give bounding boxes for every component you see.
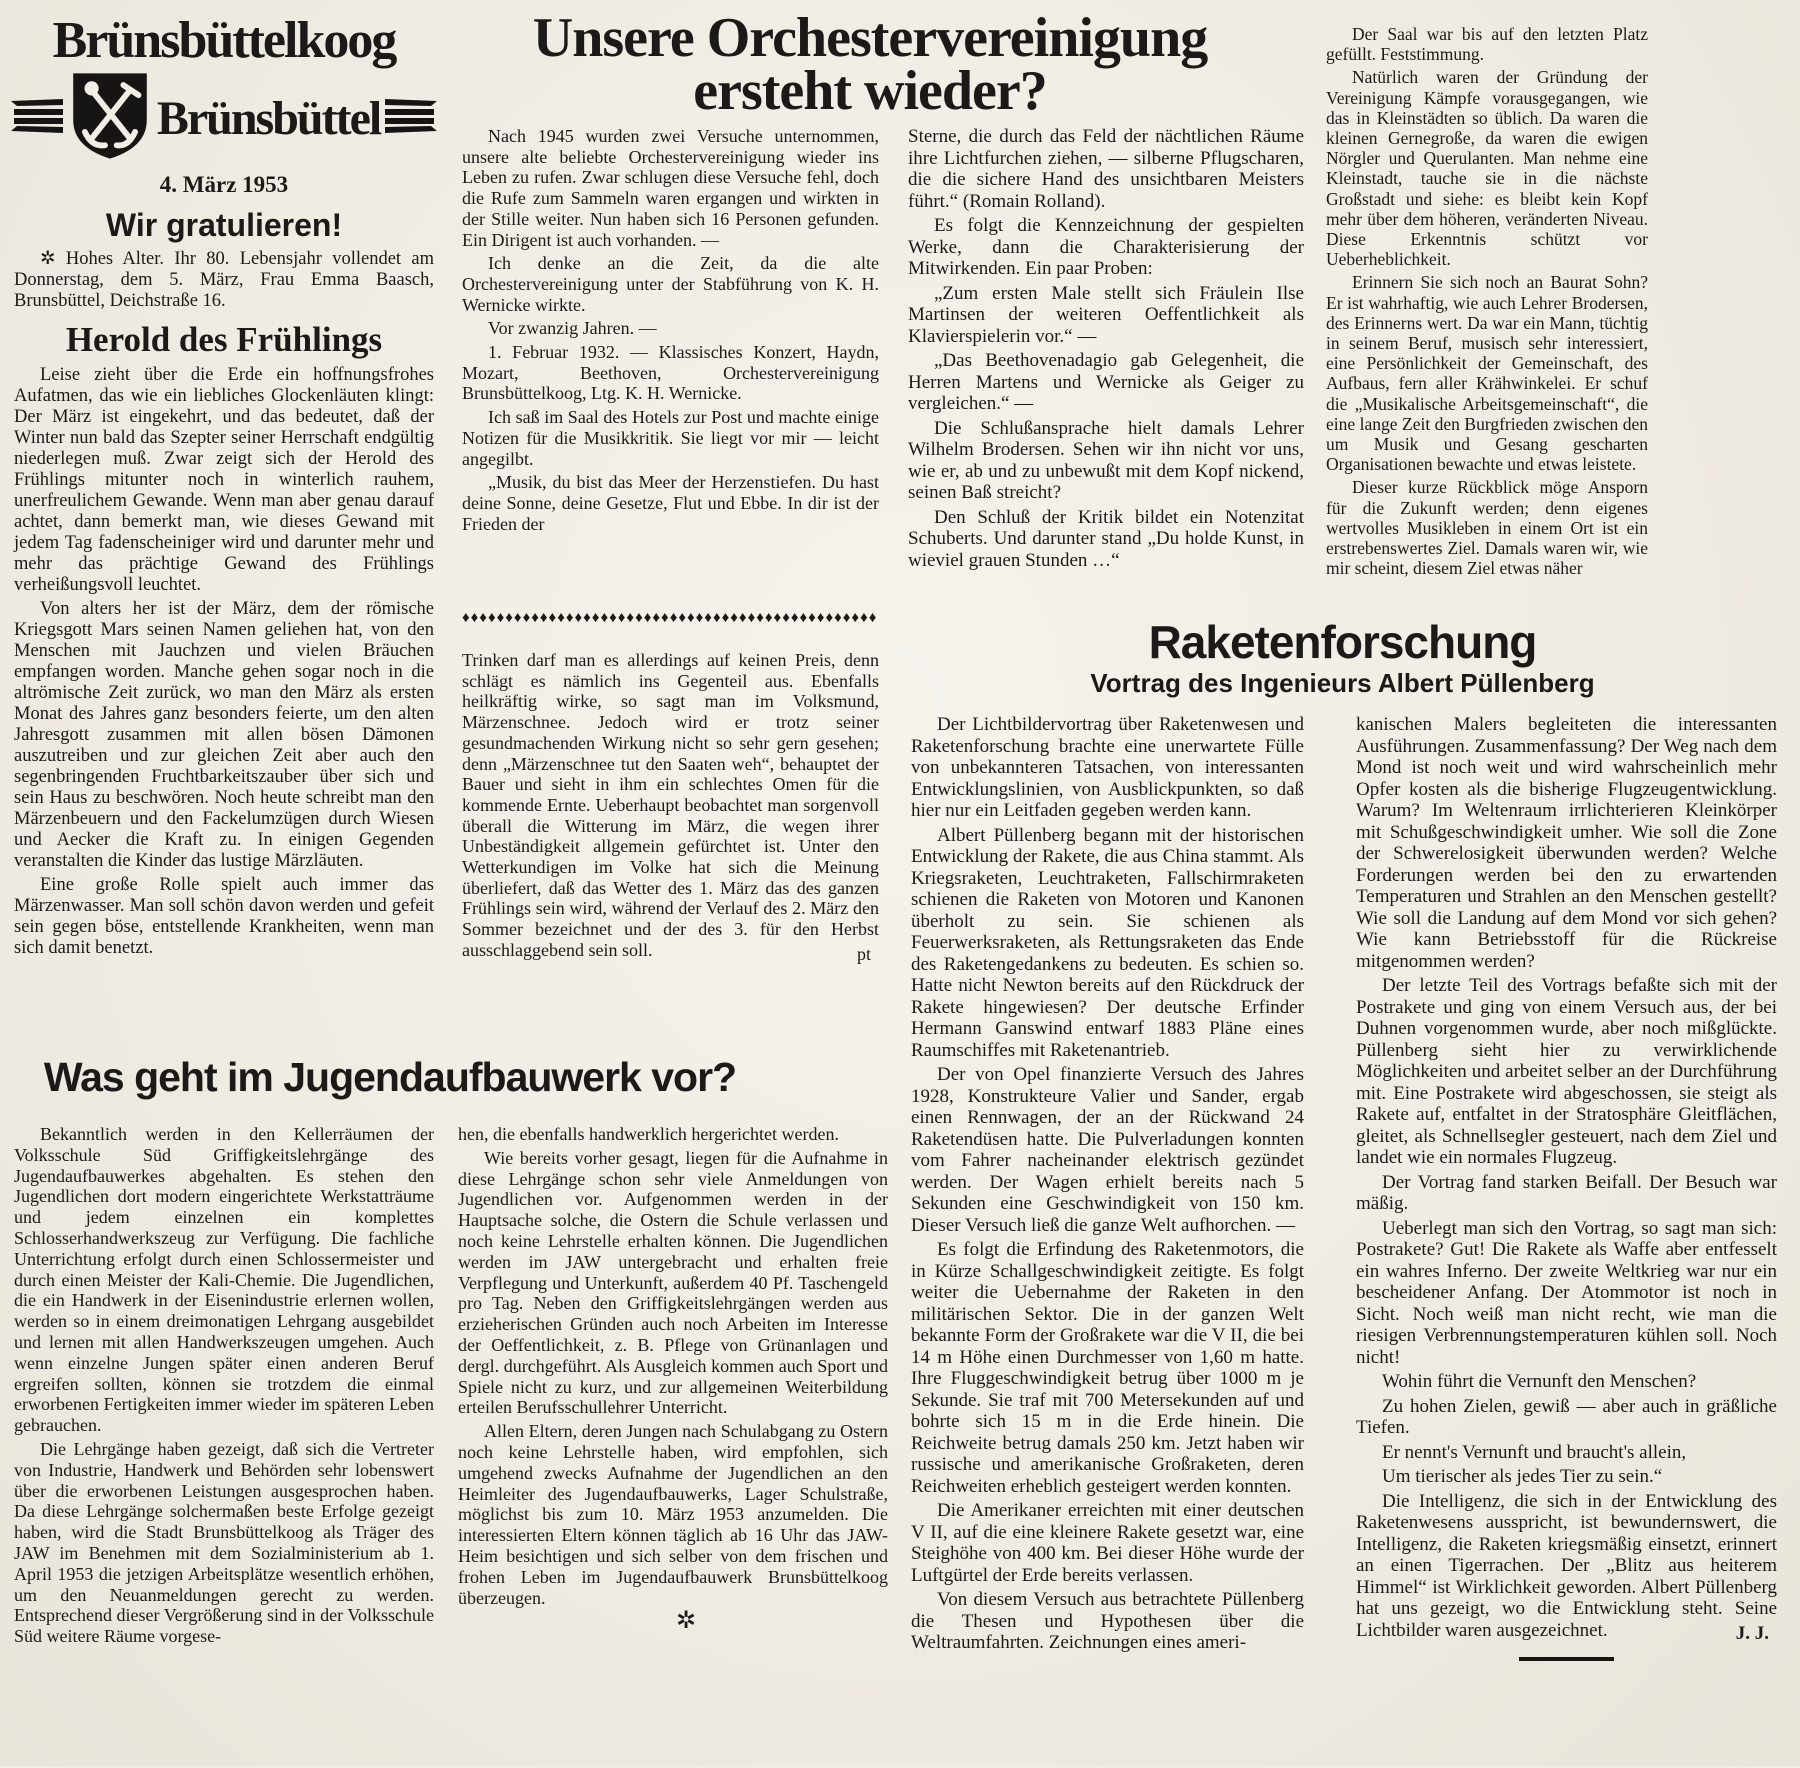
gratulieren-text [14, 249, 434, 312]
end-rule [1519, 1657, 1614, 1661]
raketen-heading-block [905, 618, 1780, 698]
paragraph: Von alters her ist der März, dem der römische Kriegsgott Mars seinen Namen geliehen hat, von den Menschen mit Jauchzen und vielen Bräuchen empfangen worden. Manche gehen sogar noch in die altrömische Zeit zurück, wo man den März als ersten Monat des Jahres ganz besonders feierte, um den alten Jahresgott zusammen mit allen bösen Dämonen auszutreiben und zur gleichen Zeit aber auch den segenbringenden Fruchtbarkeitszauber über sich und sein Haus zu beschwören. Noch heute schreibt man den Märzenbeuern und den Fackelumzügen durch Wiesen und Aecker die Kraft zu. In einigen Gegenden veranstalten die Kinder das lustige Märzläuten. [14, 599, 434, 871]
paragraph: „Das Beethovenadagio gab Gelegenheit, die Herren Martens und Wernicke als Geiger zu vergleichen.“ — [908, 350, 1304, 414]
orchester-column-right [1326, 24, 1648, 581]
orchester-headline [440, 7, 1300, 122]
paragraph: „Musik, du bist das Meer der Herzenstiefen. Du hast deine Sonne, deine Gesetze, Flut und Ebbe. In dir ist der Frieden der [462, 472, 879, 534]
issue-date: 4. März 1953 [159, 172, 289, 197]
herold-heading: Herold des Frühlings [65, 320, 383, 359]
paragraph: Er nennt's Vernunft und braucht's allein, [1382, 1441, 1687, 1463]
flourish-right-icon [385, 99, 437, 138]
paragraph: Allen Eltern, deren Jungen nach Schulabgang zu Ostern noch keine Lehrstelle haben, wird empfohlen, sich umgehend zwecks Aufnahme der Jugendlichen an den Heimleiter des Jugendaufbauwerks, Lager Schulstraße, möglichst bis zum 10. März 1953 anzumelden. Die interessierten Eltern können täglich ab 16 Uhr das JAW-Heim besichtigen und sich selber von dem frischen und frohen Leben im Jugendaufbauwerk Brunsbüttelkoog überzeugen. [458, 1421, 888, 1608]
paragraph: Der von Opel finanzierte Versuch des Jahres 1928, Konstrukteure Valier und Sander, ergab einen Rennwagen, der an der Rückwand 24 Raketendüsen hatte. Die Pulverladungen konnten vom Fahrer nacheinander elektrisch gezündet werden. Der Wagen erhielt bereits nach 5 Sekunden eine Geschwindigkeit von 150 km. Dieser Versuch ließ die ganze Welt aufhorchen. — [911, 1064, 1304, 1236]
paragraph: Ueberlegt man sich den Vortrag, so sagt man sich: Postrakete? Gut! Die Rakete als Waffe aber entfesselt ein wahres Inferno. Der zweite Weltkrieg war nur ein bescheidener Anfang. Der Atommotor ist noch in Sicht. Noch weiß man nicht recht, wie man die riesigen Verbrennungstemperaturen kühlen soll. Noch nicht! [1356, 1217, 1777, 1368]
paragraph: Albert Püllenberg begann mit der historischen Entwicklung der Rakete, die aus China stammt. Als Kriegsraketen, Leuchtraketen, Fallschirmraketen schienen die Raketen von Motoren und Kanonen überholt zu sein. Sie schienen als Feuerwerksraketen, als Rettungsraketen das Ende des Raketengedankens zu bedeuten. Es schien so. Hatte nicht Newton bereits auf den Rückdruck der Rakete hingewiesen? Der deutsche Erfinder Hermann Ganswind entwarf 1883 Pläne eines Raumschiffes mit Raketenantrieb. [911, 824, 1304, 1061]
trinken-paragraphs [462, 650, 879, 961]
paragraph: Der Vortrag fand starken Beifall. Der Besuch war mäßig. [1356, 1171, 1777, 1214]
paragraph: Es folgt die Erfindung des Raketenmotors, die in Kürze Schallgeschwindigkeit zeitigte. Es folgt weiter die Uebernahme der Raketen in den militärischen Sektor. Die in der ganzen Welt bekannte Form der Großrakete war die V II, die bei 14 m Höhe einen Durchmesser von 1,60 m hatte. Ihre Fluggeschwindigkeit betrug über 1000 m je Sekunde. Sie traf mit 700 Metersekunden auf und bohrte sich 15 m in die Erde hinein. Die Reichweite betrug damals 250 km. Jetzt haben wir russische und amerikanische Großraketen, deren Reichweiten erheblich gesteigert werden konnten. [911, 1239, 1304, 1497]
paragraph: Vor zwanzig Jahren. — [488, 318, 657, 339]
paragraph: Der letzte Teil des Vortrags befaßte sich mit der Postrakete und ging von einem Versuch aus, der bei Duhnen vorgenommen wurde, aber noch mißglückte. Püllenberg sieht hier zu verwirklichende Möglichkeiten und arbeitet selber an der Durchführung mit. Eine Postrakete wird abgeschossen, sie steigt als Rakete auf, entfaltet in der Stratosphäre Gleitflächen, gleitet, als Schnellsegler gesteuert, nach dem Ziel und landet wie ein normales Flugzeug. [1356, 975, 1777, 1168]
paragraph: Eine große Rolle spielt auch immer das Märzenwasser. Man soll schön davon werden und gefeit sein gegen böse, entstellende Krankheiten, wenn man sich damit benetzt. [14, 875, 434, 958]
coat-of-arms-icon [68, 70, 152, 167]
masthead-title-line1: Brünsbüttelkoog [52, 12, 396, 69]
orchester-headline-line2: ersteht wieder? [693, 60, 1047, 122]
orchester-headline-line1: Unsere Orchestervereinigung [532, 7, 1208, 69]
trinken-text [462, 650, 879, 964]
paragraph: Der Lichtbildervortrag über Raketenwesen und Raketenforschung brachte eine unerwartete Fülle von unbekannteren Tatsachen, von interessanten Entwicklungslinien, von Ausblickpunkten, so daß hier nur ein Leitfaden gegeben werden kann. [911, 714, 1304, 821]
raketen-column-a [911, 714, 1304, 1657]
paragraph: Nach 1945 wurden zwei Versuche unternommen, unsere alte beliebte Orchestervereinigung wieder ins Leben zu rufen. Zwar schlugen diese Versuche fehl, doch die Rufe zum Sammeln waren ergangen und wirkten in der Stille weiter. Nun haben sich 16 Personen gefunden. Ein Dirigent ist auch vorhanden. — [462, 126, 879, 250]
paragraph: Erinnern Sie sich noch an Baurat Sohn? Er ist wahrhaftig, wie auch Lehrer Brodersen, des Erinnerns wert. Da war ein Mann, tüchtig in seinem Beruf, musisch sehr interessiert, eine Persönlichkeit der Gemeinschaft, des Aufbaus, fern aller Krähwinkelei. Er schuf die „Musikalische Arbeitsgemeinschaft“, die eine lange Zeit den Burgfrieden zwischen den um Musik und Gesang gescharten Organisationen bewachte und etwas leistete. [1326, 272, 1648, 475]
herold-text [14, 365, 434, 959]
paragraph: Dieser kurze Rückblick möge Ansporn für die Zukunft werden; denn eigenes wertvolles Musikleben in einem Ort ist ein erstrebenswertes Ziel. Damals waren wir, wie mir scheint, diesem Ziel etwas näher [1326, 477, 1648, 579]
orchester-column-b [908, 126, 1304, 574]
paragraph: hen, die ebenfalls handwerklich hergerichtet werden. [458, 1124, 840, 1144]
diamond-divider: ♦♦♦♦♦♦♦♦♦♦♦♦♦♦♦♦♦♦♦♦♦♦♦♦♦♦♦♦♦♦♦♦♦♦♦♦♦♦♦♦♦♦♦♦♦♦♦♦ [462, 610, 878, 626]
orchester-column-a [462, 126, 879, 631]
paragraph: „Zum ersten Male stellt sich Fräulein Ilse Martinsen der weiteren Oeffentlichkeit als Klavierspielerin vor.“ — [908, 282, 1304, 347]
paragraph: Es folgt die Kennzeichnung der gespielten Werke, dann die Charakterisierung der Mitwirkenden. Ein paar Proben: [908, 215, 1304, 279]
trinken-signature: pt [856, 943, 871, 964]
jaw-column-a [14, 1124, 434, 1768]
star-ornament-icon: ✲ [675, 1608, 697, 1635]
masthead-title-line2-row [14, 72, 434, 164]
paragraph: Natürlich waren der Gründung der Vereinigung Kämpfe vorausgegangen, wie das in Kleinstädten so üblich. Da waren die kleinen Gernegroße, da waren die ewigen Nörgler und Querulanten. Man nehme eine Kleinstadt, tauche sie in die nächste Großstadt und siehe: es bleibt kein Kopf mehr über dem höheren, veränderten Niveau. Diese Erkenntnis schützt vor Ueberheblichkeit. [1326, 67, 1648, 270]
paragraph: Die Amerikaner erreichten mit einer deutschen V II, auf die eine kleinere Rakete gesetzt war, eine Steighöhe von 400 km. Bei dieser Höhe wurde der Luftgürtel der Erde bereits verlassen. [911, 1500, 1304, 1586]
masthead-title-line2: Brünsbüttel [156, 91, 381, 145]
paragraph: 1. Februar 1932. — Klassisches Konzert, Haydn, Mozart, Beethoven, Orchestervereinigung Brunsbüttelkoog, Ltg. K. H. Wernicke. [462, 342, 879, 404]
paragraph: Bekanntlich werden in den Kellerräumen der Volksschule Süd Griffigkeitslehrgänge des Jugendaufbauwerkes abgehalten. Es stehen den Jugendlichen dort modern eingerichtete Werkstatträume und jedem einzelnen ein komplettes Schlosserhandwerkszeug zur Verfügung. Die fachliche Unterrichtung erfolgt durch einen Schlossermeister und durch einen Meister der Kali-Chemie. Die Jugendlichen, die ein Handwerk in der Eisenindustrie erlernen wollen, werden so in einem dreimonatigen Lehrgang ausgebildet und lernen mit allen Handwerkszeugen umgehen. Auch wenn einzelne Jungen später einen anderen Beruf ergreifen sollten, können sie trotzdem die einmal erworbenen Fertigkeiten immer wieder im späteren Leben gebrauchen. [14, 1124, 434, 1436]
raketen-heading: Raketenforschung [1148, 616, 1537, 668]
raketen-column-b [1356, 714, 1777, 1661]
paragraph: Ich saß im Saal des Hotels zur Post und machte einige Notizen für die Musikkritik. Sie liegt vor mir — leicht angegilbt. [462, 407, 879, 469]
paragraph: Sterne, die durch das Feld der nächtlichen Räume ihre Lichtfurchen ziehen, — silberne Pflugscharen, die die sichere Hand des unsichtbaren Meisters führt.“ (Romain Rolland). [908, 126, 1304, 212]
masthead-column [14, 12, 434, 962]
raketen-signature: J. J. [1735, 1623, 1769, 1644]
raketen-subheading: Vortrag des Ingenieurs Albert Püllenberg [1090, 668, 1595, 698]
paragraph: Der Saal war bis auf den letzten Platz gefüllt. Feststimmung. [1326, 24, 1648, 65]
paragraph: Die Schlußansprache hielt damals Lehrer Wilhelm Brodersen. Sehen wir ihn nicht vor uns, wie er, ab und zu unbewußt mit dem Kopf nickend, seinen Baß streicht? [908, 417, 1304, 503]
paragraph: Wohin führt die Vernunft den Menschen? [1382, 1371, 1697, 1392]
paragraph: ✲ Hohes Alter. Ihr 80. Lebensjahr vollendet am Donnerstag, dem 5. März, Frau Emma Baasch, Brunsbüttel, Deichstraße 16. [14, 249, 434, 311]
paragraph: Den Schluß der Kritik bildet ein Notenzitat Schuberts. Und darunter stand „Du holde Kunst, in wieviel grauen Stunden …“ [908, 506, 1304, 571]
paragraph: Zu hohen Zielen, gewiß — aber auch in gräßliche Tiefen. [1356, 1395, 1777, 1438]
jaw-column-b [458, 1124, 888, 1635]
paragraph: kanischen Malers begleiteten die interessanten Ausführungen. Zusammenfassung? Der Weg nach dem Mond ist noch weit und wird wahrscheinlich mehr Opfer kosten als die bisherige Flugzeugentwicklung. Warum? Im Weltenraum irrlichterieren Kleinkörper mit Schußgeschwindigkeit umher. Wie soll die Zone der Schwerelosigkeit überwunden werden? Welche Forderungen werden bei den zu erwartenden Temperaturen und Strahlen an den Menschen gestellt? Wie soll die Landung auf dem Mond vor sich gehen? Wie kann Betriebsstoff für die Rückreise mitgenommen werden? [1356, 714, 1777, 972]
paragraph: Leise zieht über die Erde ein hoffnungsfrohes Aufatmen, das wie ein liebliches Glockenläuten klingt: Der März ist eingekehrt, und das bedeutet, daß der Winter nun bald das Szepter seiner Herrschaft endgültig niederlegen muß. Zwar zeigt sich der Herold des Frühlings mitunter noch in winterlich rauhem, unerfreulichem Gewande. Wenn man aber genau darauf achtet, dann bemerkt man, wie dieses Gewand mit jedem Tag fadenscheiniger wird und darunter mehr und mehr das prächtige Gewand des Frühlings verheißungsvoll leuchtet. [14, 365, 434, 595]
raketen-column-b-paragraphs [1356, 714, 1777, 1641]
paragraph: Die Lehrgänge haben gezeigt, daß sich die Vertreter von Industrie, Handwerk und Behörden sehr lobenswert über die erworbenen Leistungen ausgesprochen haben. Da diese Lehrgänge solchermaßen beste Erfolge gezeigt haben, wird die Stadt Brunsbüttelkoog als Träger des JAW im Benehmen mit dem Sozialministerium ab 1. April 1953 die jetzigen Arbeitsplätze wesentlich erhöhen, um den Neuanmeldungen gerecht zu werden. Entsprechend dieser Vergrößerung sind in der Volksschule Süd weitere Räume vorgese- [14, 1438, 434, 1647]
paragraph: Von diesem Versuch aus betrachtete Püllenberg die Thesen und Hypothesen über die Weltraumfahrten. Zeichnungen eines ameri- [911, 1589, 1304, 1653]
paragraph: Trinken darf man es allerdings auf keinen Preis, denn schlägt es nämlich ins Gegenteil aus. Ebenfalls heilkräftig wirke, so sagt man im Volksmund, Märzenschnee. Jedoch wird er trotz seiner gesundmachenden Wirkung nicht so sehr gern gesehen; denn „Märzenschnee tut den Saaten weh“, behauptet der Bauer und sieht in ihm ein schlechtes Omen für die kommende Ernte. Ueberhaupt beobachtet man sorgenvoll überall die Witterung im März, die wegen ihrer Unbeständigkeit allgemein gefürchtet ist. Unter den Wetterkundigen im Volke hat sich die Meinung überliefert, daß das Wetter des 1. März das des ganzen Frühlings sein wird, während der Verlauf des 2. März den Sommer bezeichnet und der des 3. für den Herbst ausschlaggebend sein soll. [462, 650, 879, 960]
paragraph: Wie bereits vorher gesagt, liegen für die Aufnahme in diese Lehrgänge schon sehr viele Anmeldungen von Jugendlichen vor. Aufgenommen werden in der Hauptsache solche, die Ostern die Schule verlassen und noch keine Lehrstelle erhalten können. Die Jugendlichen werden im JAW untergebracht und erhalten freie Verpflegung und Unterkunft, außerdem 40 Pf. Taschengeld pro Tag. Neben den Griffigkeitslehrgängen werden aus erzieherischen Gründen auch noch Arbeiten im Interesse der Oeffentlichkeit, z. B. Pflege von Grünanlagen und dergl. durchgeführt. Als Ausgleich kommen auch Sport und Spiele nicht zu kurz, und zur allgemeinen Weiterbildung erteilen Berufsschullehrer Unterricht. [458, 1147, 888, 1418]
paragraph: Um tierischer als jedes Tier zu sein.“ [1382, 1466, 1663, 1487]
flourish-left-icon [11, 99, 63, 138]
jaw-heading: Was geht im Jugendaufbauwerk vor? [43, 1054, 737, 1100]
gratulieren-heading: Wir gratulieren! [105, 207, 343, 243]
paragraph: Ich denke an die Zeit, da die alte Orchestervereinigung unter der Stabführung von K. H. Wernicke wirkte. [462, 253, 879, 315]
paragraph: Die Intelligenz, die sich in der Entwicklung des Raketenwesens ausspricht, ist bewundernswert, die Intelligenz, die Raketen kriegsmäßig einsetzt, erinnert an einen Tigerrachen. Der „Blitz aus heiterem Himmel“ ist Wirklichkeit geworden. Albert Püllenberg hat uns gezeigt, wo die Entwicklung steht. Seine Lichtbilder waren ausgezeichnet. [1356, 1490, 1777, 1641]
